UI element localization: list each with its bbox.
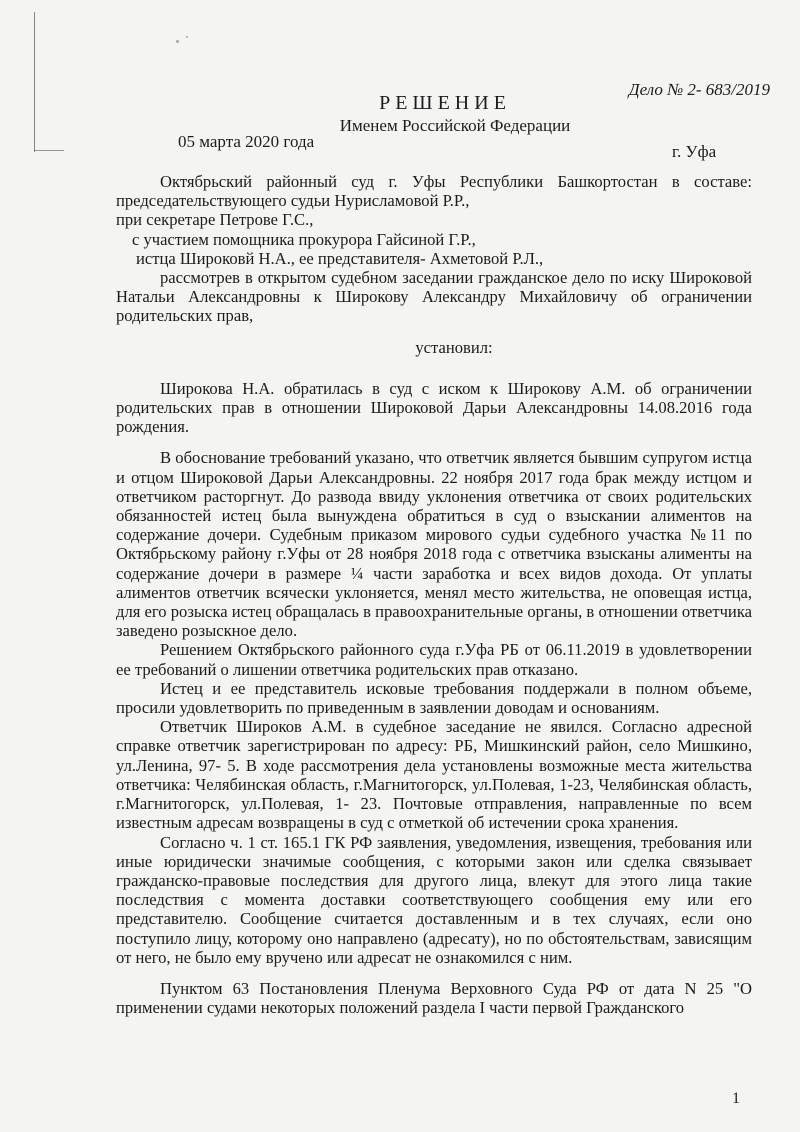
document-date: 05 марта 2020 года xyxy=(178,132,315,151)
paragraph: Согласно ч. 1 ст. 165.1 ГК РФ заявления, уведомления, извещения, требования или иные юридически значимые сообщения, с которыми закон или сделка связывает гражданско-правовые последствия для другого лица, влекут для этого лица такие последствия с момента доставки соответствующего сообщения ему или его представителю. Сообщение считается доставленным и в тех случаях, если оно поступило лицу, которому оно направлено (адресату), но по обстоятельствам, зависящим от него, не было ему вручено или адресат не ознакомился с ним. xyxy=(116,832,752,967)
scan-speck xyxy=(186,36,188,38)
prosecutor-line: с участием помощника прокурора Гайсиной Г.Р., xyxy=(132,229,476,249)
document-city: г. Уфа xyxy=(672,142,717,161)
case-description: рассмотрев в открытом судебном заседании гражданское дело по иску Широковой Натальи Александровны к Широкову Александру Михайловичу об ограничении родительских прав, xyxy=(116,268,752,326)
secretary-line: при секретаре Петрове Г.С., xyxy=(116,210,314,230)
plaintiff-line: истца Широковй Н.А., ее представителя- Ахметовой Р.Л., xyxy=(136,248,544,268)
paragraph: Широкова Н.А. обратилась в суд с иском к Широкову А.М. об ограничении родительских прав в отношении Широковой Дарьи Александровны 14.08.2016 года рождения. xyxy=(116,378,752,437)
paragraph: Истец и ее представитель исковые требования поддержали в полном объеме, просили удовлетворить по приведенным в заявлении доводам и основаниям. xyxy=(116,678,752,718)
case-number: Дело № 2- 683/2019 xyxy=(628,80,770,99)
page-number: 1 xyxy=(732,1090,740,1107)
scan-speck xyxy=(176,40,179,43)
paragraph: В обоснование требований указано, что ответчик является бывшим супругом истца и отцом Широковой Дарьи Александровны. 22 ноября 2017 года брак между истцом и ответчиком расторгнут. До развода ввиду уклонения ответчика от своих родительских обязанностей истец была вынуждена обратиться в суд о взыскании алиментов на содержание дочери. Судебным приказом мирового судьи судебного участка №11 по Октябрьскому району г.Уфы от 28 ноября 2018 года с ответчика взысканы алименты на содержание дочери в размере ¼ части заработка и всех видов дохода. От уплаты алиментов ответчик всячески уклоняется, менял место жительства, не оповещая истца, для его розыска истец обращалась в правоохранительные органы, в отношении ответчика заведено розыскное дело. xyxy=(116,448,752,641)
document-subtitle: Именем Российской Федерации xyxy=(339,116,571,135)
paragraph: Пунктом 63 Постановления Пленума Верховного Суда РФ от дата N 25 "О применении судами некоторых положений раздела I части первой Гражданского xyxy=(116,978,752,1018)
document-body xyxy=(116,172,752,1017)
scan-mark xyxy=(34,150,64,151)
paragraph: Решением Октябрьского районного суда г.Уфа РБ от 06.11.2019 в удовлетворении ее требований о лишении ответчика родительских прав отказано. xyxy=(116,640,752,679)
paragraph: Ответчик Широков А.М. в судебное заседание не явился. Согласно адресной справке ответчик зарегистрирован по адресу: РБ, Мишкинский район, село Мишкино, ул.Ленина, 97- 5. В ходе рассмотрения дела установлены возможные места жительства ответчика: Челябинская область, г.Магнитогорск, ул.Полевая, 1-23, Челябинская область, г.Магнитогорск, ул.Полевая, 1- 23. Почтовые отправления, направленные по всем известным адресам возвращены в суд с отметкой об истечении срока хранения. xyxy=(116,717,752,833)
court-composition: Октябрьский районный суд г. Уфы Республики Башкортостан в составе: председательствующего судьи Нурисламовой Р.Р., xyxy=(116,172,752,211)
ustanovil-heading: установил: xyxy=(415,337,493,357)
document-title: РЕШЕНИЕ xyxy=(379,92,511,114)
